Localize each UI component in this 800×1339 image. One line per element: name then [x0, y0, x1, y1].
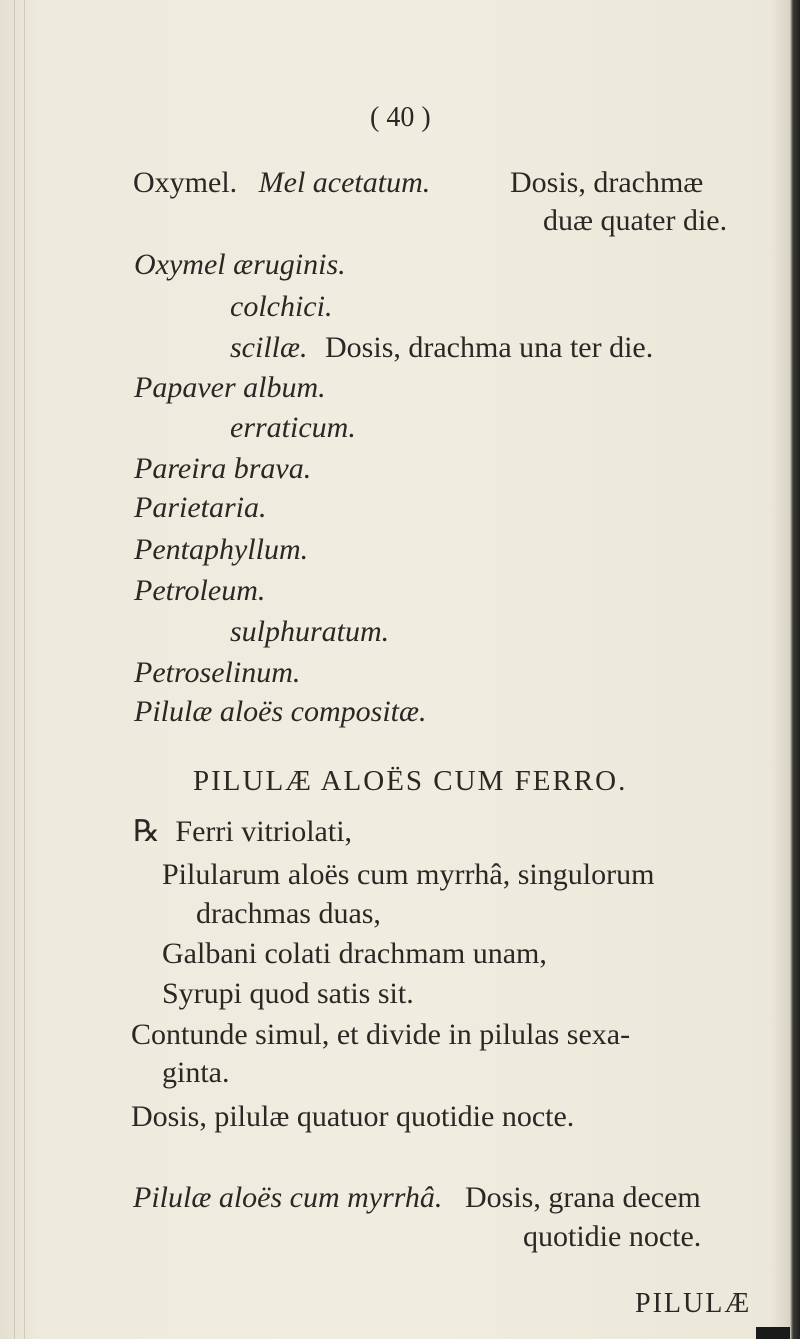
- dose-oxymel: Dosis, drachmæ: [510, 166, 704, 199]
- entry-oxymel: Oxymel. Mel acetatum.: [133, 166, 431, 199]
- entry-pilulae-aloes-myrrha: Pilulæ aloës cum myrrhâ.: [133, 1181, 443, 1214]
- entry-oxymel-aeruginis: Oxymel æruginis.: [134, 248, 346, 281]
- page-corner-mark: [756, 1327, 790, 1339]
- page-number: ( 40 ): [370, 102, 431, 133]
- entry-pilulae-aloes-compositae: Pilulæ aloës compositæ.: [134, 695, 427, 728]
- recipe-line: Syrupi quod satis sit.: [162, 977, 414, 1010]
- entry-scillae: scillæ. Dosis, drachma una ter die.: [230, 331, 654, 364]
- page-edge-line: [14, 0, 15, 1339]
- dose-pilulae-aloes-myrrha-cont: quotidie nocte.: [523, 1220, 702, 1253]
- recipe-dose: Dosis, pilulæ quatuor quotidie nocte.: [131, 1100, 575, 1133]
- dose-oxymel-cont: duæ quater die.: [543, 204, 728, 237]
- entry-petroselinum: Petroselinum.: [134, 656, 301, 689]
- entry-parietaria: Parietaria.: [134, 491, 267, 524]
- recipe-line: ℞ Ferri vitriolati,: [133, 815, 353, 848]
- catchword: PILULÆ: [635, 1288, 752, 1319]
- recipe-line: Pilularum aloës cum myrrhâ, singulorum: [162, 858, 655, 891]
- entry-papaver: Papaver album.: [134, 371, 326, 404]
- entry-erraticum: erraticum.: [230, 411, 356, 444]
- entry-petroleum: Petroleum.: [134, 574, 266, 607]
- recipe-line: Galbani colati drachmam unam,: [162, 937, 547, 970]
- recipe-symbol: ℞: [133, 815, 160, 848]
- page-edge-line: [24, 0, 25, 1339]
- recipe-line: Contunde simul, et divide in pilulas sexa-: [131, 1018, 631, 1051]
- entry-colchici: colchici.: [230, 290, 333, 323]
- entry-pentaphyllum: Pentaphyllum.: [134, 533, 309, 566]
- entry-pareira: Pareira brava.: [134, 452, 312, 485]
- recipe-line: ginta.: [162, 1056, 230, 1089]
- entry-sulphuratum: sulphuratum.: [230, 615, 390, 648]
- section-title: PILULÆ ALOËS CUM FERRO.: [193, 765, 628, 797]
- dose-pilulae-aloes-myrrha: Dosis, grana decem: [465, 1181, 701, 1214]
- recipe-line: drachmas duas,: [196, 897, 381, 930]
